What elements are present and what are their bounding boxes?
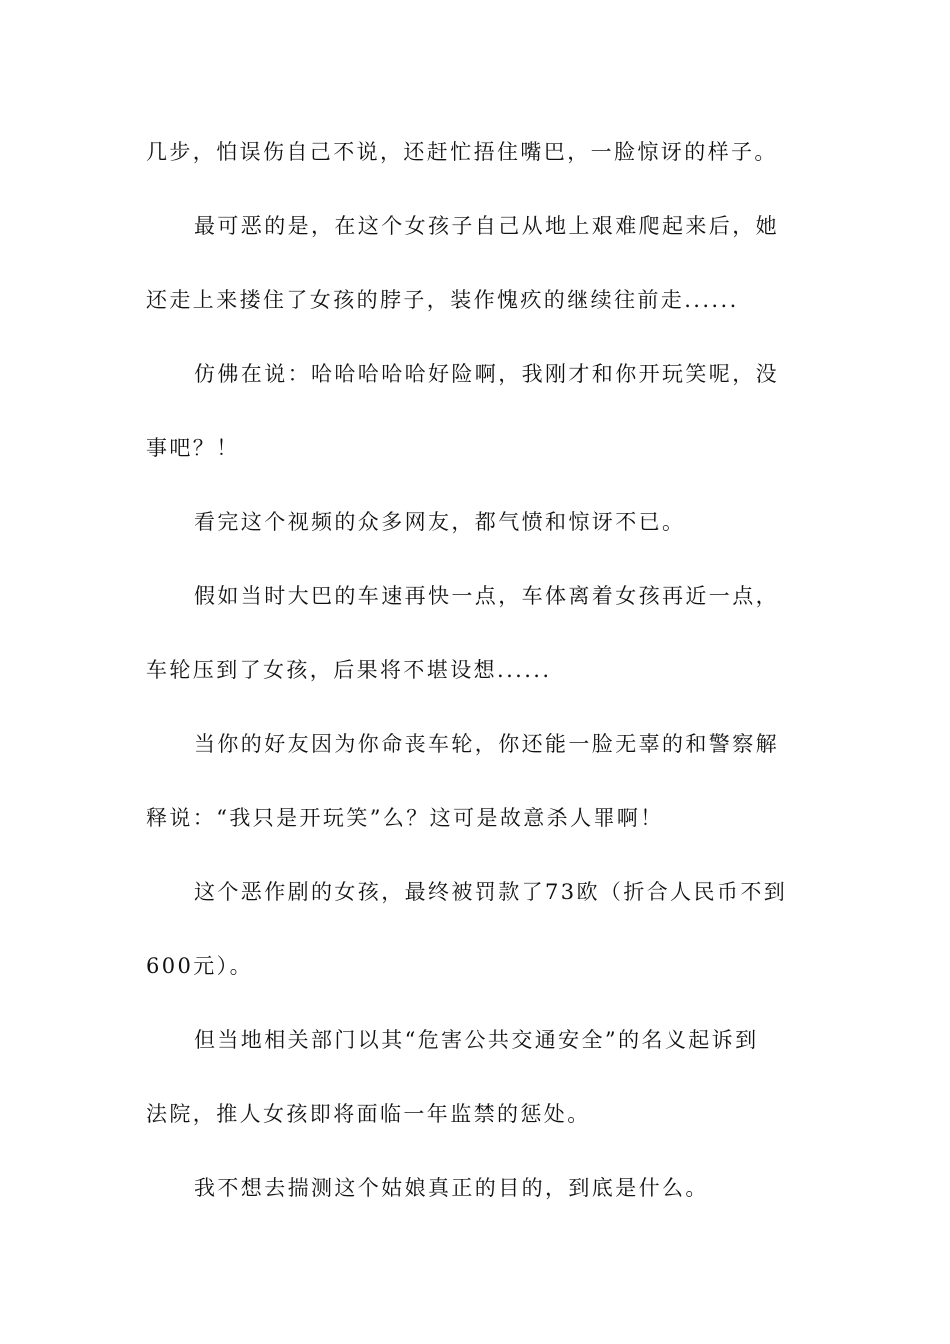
text-line: 600元）。 <box>146 954 253 978</box>
text-line: 几步，怕误伤自己不说，还赶忙捂住嘴巴，一脸惊讶的样子。 <box>146 140 778 164</box>
paragraph-first-line: 假如当时大巴的车速再快一点，车体离着女孩再近一点， <box>194 584 779 608</box>
text-line: 还走上来搂住了女孩的脖子，装作愧疚的继续往前走...... <box>146 288 739 312</box>
text-line: 车轮压到了女孩，后果将不堪设想...... <box>146 658 552 682</box>
paragraph-first-line: 最可恶的是，在这个女孩子自己从地上艰难爬起来后，她 <box>194 214 779 238</box>
paragraph-first-line: 我不想去揣测这个姑娘真正的目的，到底是什么。 <box>194 1176 709 1200</box>
text-line: 事吧？！ <box>146 436 240 460</box>
paragraph-first-line: 但当地相关部门以其“危害公共交通安全”的名义起诉到 <box>194 1028 759 1052</box>
text-line: 法院，推人女孩即将面临一年监禁的惩处。 <box>146 1102 591 1126</box>
text-line: 释说：“我只是开玩笑”么？这可是故意杀人罪啊！ <box>146 806 664 830</box>
paragraph-first-line: 仿佛在说：哈哈哈哈哈好险啊，我刚才和你开玩笑呢，没 <box>194 362 779 386</box>
paragraph-first-line: 这个恶作剧的女孩，最终被罚款了73欧（折合人民币不到 <box>194 880 788 904</box>
paragraph-first-line: 看完这个视频的众多网友，都气愤和惊讶不已。 <box>194 510 686 534</box>
paragraph-first-line: 当你的好友因为你命丧车轮，你还能一脸无辜的和警察解 <box>194 732 779 756</box>
